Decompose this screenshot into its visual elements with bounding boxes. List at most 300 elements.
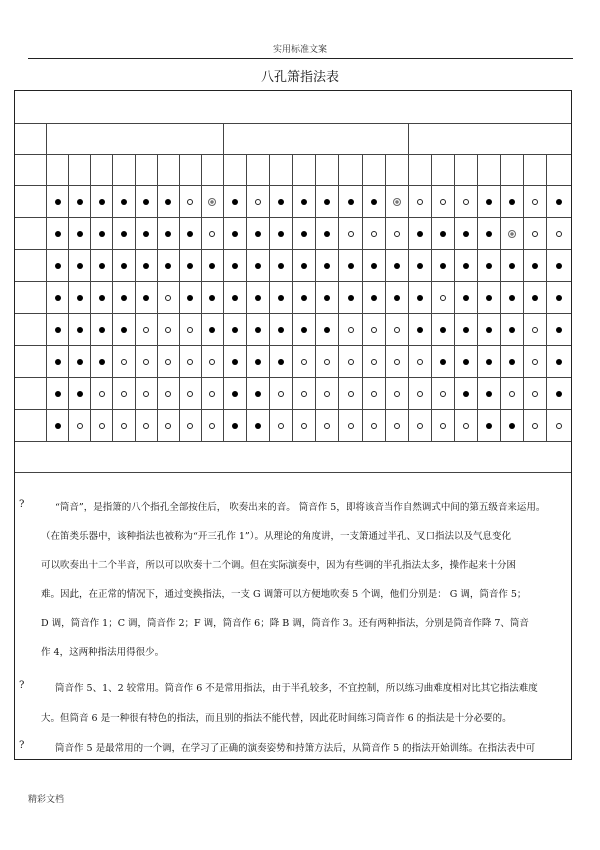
closed-hole-icon	[278, 359, 284, 365]
open-hole-icon	[556, 423, 562, 429]
table-row	[15, 218, 572, 250]
fingering-cell	[113, 186, 135, 218]
category-low	[47, 124, 224, 155]
fingering-cell	[47, 218, 69, 250]
fingering-cell	[431, 410, 454, 442]
half-open-hole-icon	[508, 230, 516, 238]
open-hole-icon	[301, 423, 307, 429]
fingering-cell	[223, 346, 246, 378]
closed-hole-icon	[55, 391, 61, 397]
closed-hole-icon	[209, 327, 215, 333]
fingering-cell	[293, 282, 316, 314]
fingering-cell	[547, 346, 572, 378]
open-hole-icon	[532, 231, 538, 237]
open-hole-icon	[165, 391, 171, 397]
fingering-cell	[408, 410, 431, 442]
fingering-cell	[501, 378, 524, 410]
closed-hole-icon	[440, 327, 446, 333]
fingering-cell	[339, 314, 362, 346]
fingering-cell	[408, 186, 431, 218]
fingering-cell	[157, 410, 179, 442]
table-row	[15, 314, 572, 346]
fingering-cell	[339, 218, 362, 250]
note-cell	[547, 155, 572, 186]
table-subtitle	[15, 91, 572, 124]
fingering-cell	[524, 346, 547, 378]
fingering-cell	[201, 186, 223, 218]
open-hole-icon	[255, 199, 261, 205]
closed-hole-icon	[232, 263, 238, 269]
fingering-cell	[223, 186, 246, 218]
fingering-cell	[385, 410, 408, 442]
fingering-cell	[69, 282, 91, 314]
note-cell	[91, 155, 113, 186]
fingering-cell	[113, 378, 135, 410]
open-hole-icon	[463, 423, 469, 429]
fingering-cell	[478, 218, 501, 250]
fingering-cell	[431, 346, 454, 378]
open-hole-icon	[556, 231, 562, 237]
open-hole-icon	[278, 423, 284, 429]
closed-hole-icon	[187, 263, 193, 269]
note-cell	[223, 155, 246, 186]
fingering-cell	[339, 378, 362, 410]
fingering-cell	[201, 250, 223, 282]
fingering-cell	[91, 282, 113, 314]
fingering-cell	[157, 218, 179, 250]
fingering-cell	[293, 378, 316, 410]
closed-hole-icon	[99, 231, 105, 237]
fingering-cell	[179, 378, 201, 410]
open-hole-icon	[348, 327, 354, 333]
fingering-cell	[179, 314, 201, 346]
note-cell	[455, 155, 478, 186]
fingering-cell	[501, 282, 524, 314]
closed-hole-icon	[394, 263, 400, 269]
closed-hole-icon	[371, 263, 377, 269]
fingering-cell	[223, 218, 246, 250]
closed-hole-icon	[255, 391, 261, 397]
fingering-cell	[47, 186, 69, 218]
fingering-cell	[179, 186, 201, 218]
text-line: 筒音作 5 是最常用的一个调，在学习了正确的演奏姿势和持箫方法后，从筒音作 5 的指法开始训练。在指法表中可	[55, 743, 536, 754]
open-hole-icon	[394, 391, 400, 397]
fingering-cell	[91, 186, 113, 218]
open-hole-icon	[440, 391, 446, 397]
page-header: 实用标准文案	[272, 45, 327, 55]
fingering-cell	[316, 346, 339, 378]
text-line: 大。但筒音 6 是一种很有特色的指法，而且别的指法不能代替，因此花时间练习筒音作 6 的指法是十分必要的。	[41, 713, 512, 724]
fingering-cell	[455, 250, 478, 282]
closed-hole-icon	[417, 231, 423, 237]
open-hole-icon	[417, 199, 423, 205]
fingering-cell	[478, 250, 501, 282]
closed-hole-icon	[99, 295, 105, 301]
closed-hole-icon	[255, 359, 261, 365]
open-hole-icon	[99, 423, 105, 429]
fingering-cell	[270, 186, 293, 218]
closed-hole-icon	[232, 423, 238, 429]
closed-hole-icon	[509, 359, 515, 365]
fingering-cell	[478, 346, 501, 378]
closed-hole-icon	[509, 199, 515, 205]
fingering-cell	[69, 346, 91, 378]
closed-hole-icon	[463, 359, 469, 365]
closed-hole-icon	[324, 263, 330, 269]
closed-hole-icon	[463, 295, 469, 301]
text-line: 作 4，这两种指法用得很少。	[41, 647, 165, 658]
fingering-cell	[247, 282, 270, 314]
note-cell	[524, 155, 547, 186]
fingering-cell	[135, 218, 157, 250]
closed-hole-icon	[556, 327, 562, 333]
page-title: 八孔箫指法表	[260, 70, 339, 85]
closed-hole-icon	[463, 231, 469, 237]
fingering-cell	[478, 378, 501, 410]
table-row	[15, 186, 572, 218]
closed-hole-icon	[99, 199, 105, 205]
fingering-cell	[69, 378, 91, 410]
fingering-cell	[293, 346, 316, 378]
fingering-cell	[91, 346, 113, 378]
fingering-cell	[157, 346, 179, 378]
fingering-cell	[69, 314, 91, 346]
open-hole-icon	[209, 359, 215, 365]
text-line: 可以吹奏出十二个半音，所以可以吹奏十二个调。但在实际演奏中，因为有些调的半孔指法太多，操作起来十分困	[41, 560, 517, 571]
closed-hole-icon	[371, 295, 377, 301]
fingering-cell	[455, 410, 478, 442]
fingering-cell	[91, 410, 113, 442]
fingering-cell	[293, 186, 316, 218]
hole-label	[15, 218, 47, 250]
fingering-cell	[247, 186, 270, 218]
closed-hole-icon	[440, 231, 446, 237]
closed-hole-icon	[121, 327, 127, 333]
fingering-cell	[201, 378, 223, 410]
open-hole-icon	[348, 231, 354, 237]
closed-hole-icon	[278, 263, 284, 269]
fingering-cell	[316, 282, 339, 314]
note-cell	[501, 155, 524, 186]
closed-hole-icon	[486, 231, 492, 237]
closed-hole-icon	[301, 263, 307, 269]
fingering-cell	[339, 282, 362, 314]
fingering-cell	[223, 410, 246, 442]
closed-hole-icon	[55, 231, 61, 237]
fingering-cell	[501, 186, 524, 218]
closed-hole-icon	[187, 295, 193, 301]
fingering-cell	[113, 314, 135, 346]
closed-hole-icon	[209, 263, 215, 269]
note-cell	[157, 155, 179, 186]
fingering-cell	[478, 410, 501, 442]
fingering-cell	[179, 250, 201, 282]
note-cell	[385, 155, 408, 186]
closed-hole-icon	[255, 295, 261, 301]
closed-hole-icon	[486, 423, 492, 429]
open-hole-icon	[324, 423, 330, 429]
closed-hole-icon	[301, 199, 307, 205]
fingering-cell	[47, 250, 69, 282]
open-hole-icon	[77, 423, 83, 429]
closed-hole-icon	[486, 391, 492, 397]
fingering-cell	[547, 378, 572, 410]
fingering-cell	[223, 314, 246, 346]
closed-hole-icon	[278, 199, 284, 205]
open-hole-icon	[348, 423, 354, 429]
note-cell	[431, 155, 454, 186]
fingering-cell	[385, 282, 408, 314]
text-line: D 调，筒音作 1；C 调，筒音作 2；F 调，筒音作 6；降 B 调，筒音作 3。还有两种指法，分别是筒音作降 7、筒音	[41, 618, 529, 629]
open-hole-icon	[209, 231, 215, 237]
fingering-cell	[408, 218, 431, 250]
closed-hole-icon	[99, 263, 105, 269]
fingering-cell	[47, 346, 69, 378]
fingering-cell	[223, 378, 246, 410]
closed-hole-icon	[278, 231, 284, 237]
closed-hole-icon	[486, 263, 492, 269]
closed-hole-icon	[143, 263, 149, 269]
open-hole-icon	[324, 391, 330, 397]
closed-hole-icon	[324, 199, 330, 205]
closed-hole-icon	[121, 263, 127, 269]
note-cell	[179, 155, 201, 186]
closed-hole-icon	[232, 327, 238, 333]
note-cell	[47, 155, 69, 186]
fingering-cell	[385, 250, 408, 282]
fingering-cell	[501, 346, 524, 378]
open-hole-icon	[187, 359, 193, 365]
fingering-chart	[14, 90, 572, 760]
open-hole-icon	[187, 423, 193, 429]
fingering-cell	[547, 314, 572, 346]
closed-hole-icon	[165, 199, 171, 205]
open-hole-icon	[371, 359, 377, 365]
open-hole-icon	[301, 391, 307, 397]
closed-hole-icon	[187, 231, 193, 237]
closed-hole-icon	[324, 327, 330, 333]
hole-label	[15, 250, 47, 282]
fingering-cell	[135, 378, 157, 410]
fingering-cell	[408, 282, 431, 314]
open-hole-icon	[187, 327, 193, 333]
text-line: “筒音”，是指箫的八个指孔全部按住后， 吹奏出来的音。 筒音作 5，即将该音当作自然调式中间的第五级音来运用。	[55, 502, 546, 513]
closed-hole-icon	[463, 327, 469, 333]
closed-hole-icon	[509, 295, 515, 301]
closed-hole-icon	[486, 359, 492, 365]
fingering-cell	[431, 282, 454, 314]
fingering-cell	[113, 218, 135, 250]
fingering-cell	[69, 410, 91, 442]
fingering-cell	[223, 282, 246, 314]
closed-hole-icon	[55, 327, 61, 333]
fingering-cell	[524, 218, 547, 250]
open-hole-icon	[121, 423, 127, 429]
closed-hole-icon	[77, 295, 83, 301]
fingering-cell	[316, 250, 339, 282]
fingering-cell	[501, 410, 524, 442]
open-hole-icon	[394, 423, 400, 429]
closed-hole-icon	[55, 359, 61, 365]
fingering-cell	[69, 250, 91, 282]
closed-hole-icon	[232, 231, 238, 237]
open-hole-icon	[348, 359, 354, 365]
fingering-cell	[47, 282, 69, 314]
closed-hole-icon	[255, 231, 261, 237]
open-hole-icon	[143, 423, 149, 429]
fingering-cell	[135, 186, 157, 218]
fingering-cell	[385, 378, 408, 410]
fingering-cell	[135, 282, 157, 314]
closed-hole-icon	[556, 359, 562, 365]
bullet-1: ?	[19, 499, 25, 510]
page-footer: 精彩文档	[28, 795, 65, 805]
closed-hole-icon	[165, 231, 171, 237]
closed-hole-icon	[417, 263, 423, 269]
fingering-cell	[91, 218, 113, 250]
open-hole-icon	[532, 391, 538, 397]
table-row	[15, 410, 572, 442]
open-hole-icon	[371, 231, 377, 237]
closed-hole-icon	[143, 231, 149, 237]
open-hole-icon	[417, 423, 423, 429]
table-row	[15, 346, 572, 378]
fingering-cell	[293, 218, 316, 250]
closed-hole-icon	[121, 199, 127, 205]
closed-hole-icon	[324, 295, 330, 301]
half-open-hole-icon	[208, 198, 216, 206]
closed-hole-icon	[556, 199, 562, 205]
closed-hole-icon	[371, 199, 377, 205]
open-hole-icon	[371, 327, 377, 333]
fingering-cell	[157, 250, 179, 282]
closed-hole-icon	[394, 295, 400, 301]
closed-hole-icon	[301, 327, 307, 333]
open-hole-icon	[440, 423, 446, 429]
fingering-cell	[431, 378, 454, 410]
fingering-cell	[135, 346, 157, 378]
closed-hole-icon	[77, 391, 83, 397]
closed-hole-icon	[556, 295, 562, 301]
open-hole-icon	[532, 423, 538, 429]
hole-label	[15, 186, 47, 218]
fingering-cell	[113, 282, 135, 314]
note-cell	[339, 155, 362, 186]
closed-hole-icon	[77, 263, 83, 269]
fingering-cell	[431, 314, 454, 346]
closed-hole-icon	[301, 295, 307, 301]
closed-hole-icon	[99, 327, 105, 333]
fingering-cell	[316, 378, 339, 410]
fingering-cell	[157, 314, 179, 346]
fingering-cell	[201, 346, 223, 378]
note-cell	[293, 155, 316, 186]
hole-label	[15, 378, 47, 410]
fingering-cell	[135, 250, 157, 282]
note-cell	[201, 155, 223, 186]
open-hole-icon	[371, 423, 377, 429]
fingering-cell	[316, 218, 339, 250]
fingering-cell	[385, 186, 408, 218]
fingering-cell	[157, 378, 179, 410]
fingering-cell	[524, 282, 547, 314]
closed-hole-icon	[440, 263, 446, 269]
open-hole-icon	[209, 391, 215, 397]
open-hole-icon	[348, 391, 354, 397]
open-hole-icon	[209, 423, 215, 429]
fingering-cell	[455, 186, 478, 218]
closed-hole-icon	[255, 423, 261, 429]
closed-hole-icon	[55, 199, 61, 205]
closed-hole-icon	[509, 423, 515, 429]
closed-hole-icon	[121, 231, 127, 237]
closed-hole-icon	[486, 327, 492, 333]
fingering-cell	[91, 378, 113, 410]
closed-hole-icon	[232, 359, 238, 365]
fingering-cell	[501, 218, 524, 250]
open-hole-icon	[143, 327, 149, 333]
fingering-cell	[179, 346, 201, 378]
note-cell	[408, 155, 431, 186]
closed-hole-icon	[232, 199, 238, 205]
open-hole-icon	[99, 391, 105, 397]
closed-hole-icon	[324, 231, 330, 237]
fingering-cell	[316, 186, 339, 218]
fingering-cell	[157, 282, 179, 314]
half-open-hole-icon	[393, 198, 401, 206]
fingering-cell	[524, 250, 547, 282]
closed-hole-icon	[417, 327, 423, 333]
fingering-cell	[201, 282, 223, 314]
fingering-cell	[362, 250, 385, 282]
fingering-cell	[408, 346, 431, 378]
fingering-cell	[270, 282, 293, 314]
closed-hole-icon	[121, 295, 127, 301]
note-cell	[316, 155, 339, 186]
fingering-table	[14, 90, 572, 473]
fingering-cell	[201, 410, 223, 442]
open-hole-icon	[165, 295, 171, 301]
fingering-cell	[91, 314, 113, 346]
fingering-cell	[201, 218, 223, 250]
fingering-cell	[247, 346, 270, 378]
closed-hole-icon	[232, 391, 238, 397]
header-rule	[28, 58, 573, 59]
fingering-cell	[455, 218, 478, 250]
note-cell	[270, 155, 293, 186]
fingering-cell	[69, 186, 91, 218]
fingering-cell	[316, 410, 339, 442]
bullet-3: ?	[19, 740, 25, 751]
closed-hole-icon	[532, 295, 538, 301]
fingering-cell	[408, 314, 431, 346]
fingering-cell	[408, 378, 431, 410]
legend	[15, 442, 572, 473]
closed-hole-icon	[99, 359, 105, 365]
fingering-cell	[455, 346, 478, 378]
closed-hole-icon	[278, 295, 284, 301]
table-row	[15, 250, 572, 282]
fingering-cell	[362, 410, 385, 442]
fingering-cell	[385, 314, 408, 346]
text-line: 难。因此，在正常的情况下，通过变换指法，一支 G 调箫可以方便地吹奏 5 个调，他们分别是： G 调，筒音作 5；	[41, 589, 527, 600]
closed-hole-icon	[486, 199, 492, 205]
fingering-cell	[362, 282, 385, 314]
closed-hole-icon	[417, 295, 423, 301]
closed-hole-icon	[486, 295, 492, 301]
closed-hole-icon	[55, 263, 61, 269]
hole-label	[15, 410, 47, 442]
